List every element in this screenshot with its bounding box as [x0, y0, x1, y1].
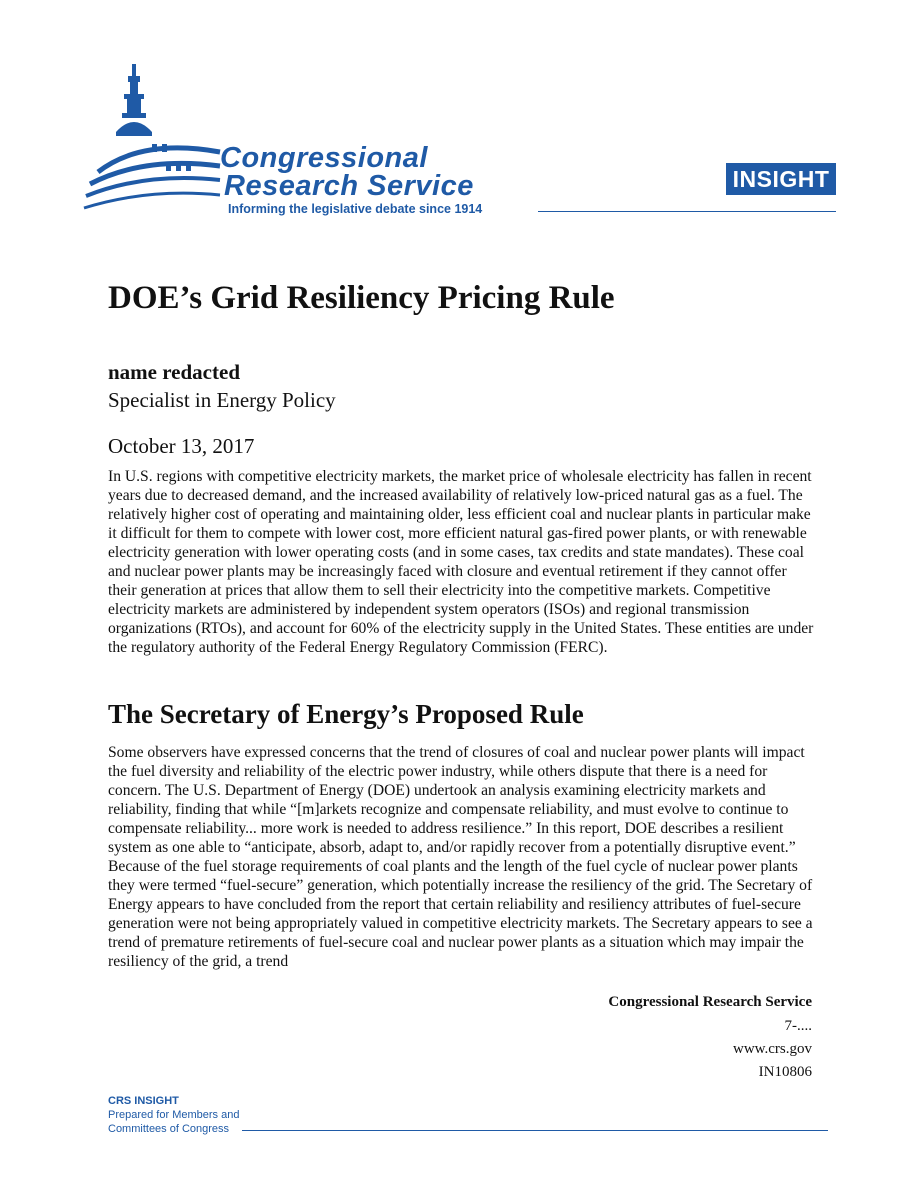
section-heading: The Secretary of Energy’s Proposed Rule	[108, 699, 584, 729]
footer-crs-label: CRS INSIGHT	[108, 1095, 179, 1107]
org-tagline: Informing the legislative debate since 1914	[228, 202, 483, 216]
footer-website: www.crs.gov	[732, 1041, 812, 1057]
capitol-dome-logo-icon	[82, 62, 222, 220]
body-paragraph-1: In U.S. regions with competitive electricity markets, the market price of wholesale electricity has fallen in recent years due to decreased demand, and the increased availability of relatively low-priced natural gas as a fuel. The relatively higher cost of operating and maintaining older, less efficient coal and nuclear plants in particular make it difficult for them to compete with lower cost, more efficient natural gas-fired power plants, or with renewable electricity generation with lower operating costs (and in some cases, tax credits and state mandates). These coal and nuclear power plants may be increasingly faced with closure and eventual retirement if they cannot offer their generation at prices that allow them to sell their electricity into the competitive markets. Competitive electricity markets are administered by independent system operators (ISOs) and regional transmission organizations (RTOs), and account for 60% of the electricity supply in the United States. These entities are under the regulatory authority of the Federal Energy Regulatory Commission (FERC).	[108, 468, 814, 656]
body-paragraph-2: Some observers have expressed concerns that the trend of closures of coal and nuclear power plants will impact the fuel diversity and reliability of the electric power industry, while others dispute that there is a need for concern. The U.S. Department of Energy (DOE) undertook an analysis examining electricity markets and reliability, finding that while “[m]arkets recognize and compensate reliability, and must evolve to continue to compensate reliability... more work is needed to address resilience.” In this report, DOE describes a resilient system as one able to “anticipate, absorb, adapt to, and/or rapidly recover from a potentially disruptive event.” Because of the fuel storage requirements of coal plants and the length of the fuel cycle of nuclear power plants they were termed “fuel-secure” generation, which potentially increase the resiliency of the grid. The Secretary of Energy appears to have concluded from the report that certain reliability and resiliency attributes of fuel-secure generation were not being appropriately valued in competitive electricity markets. The Secretary appears to see a trend of premature retirements of fuel-secure coal and nuclear power plants as a situation which may impair the resiliency of the grid, a trend	[108, 744, 813, 970]
author-name: name redacted	[108, 360, 240, 384]
footer-org: Congressional Research Service	[608, 994, 812, 1010]
insight-badge: INSIGHT	[726, 163, 836, 195]
header-rule	[538, 211, 836, 212]
document-title: DOE’s Grid Resiliency Pricing Rule	[108, 280, 615, 316]
org-name-line2: Research Service	[224, 170, 474, 202]
org-name-line1: Congressional	[220, 142, 428, 174]
document-date: October 13, 2017	[108, 434, 255, 458]
footer-report-id: IN10806	[758, 1064, 812, 1080]
author-title: Specialist in Energy Policy	[108, 388, 336, 412]
footer-rule	[242, 1130, 828, 1131]
footer-prepared-line2: Committees of Congress	[108, 1123, 230, 1135]
footer-prepared-line1: Prepared for Members and	[108, 1109, 240, 1121]
footer-phone: 7-....	[784, 1018, 812, 1034]
